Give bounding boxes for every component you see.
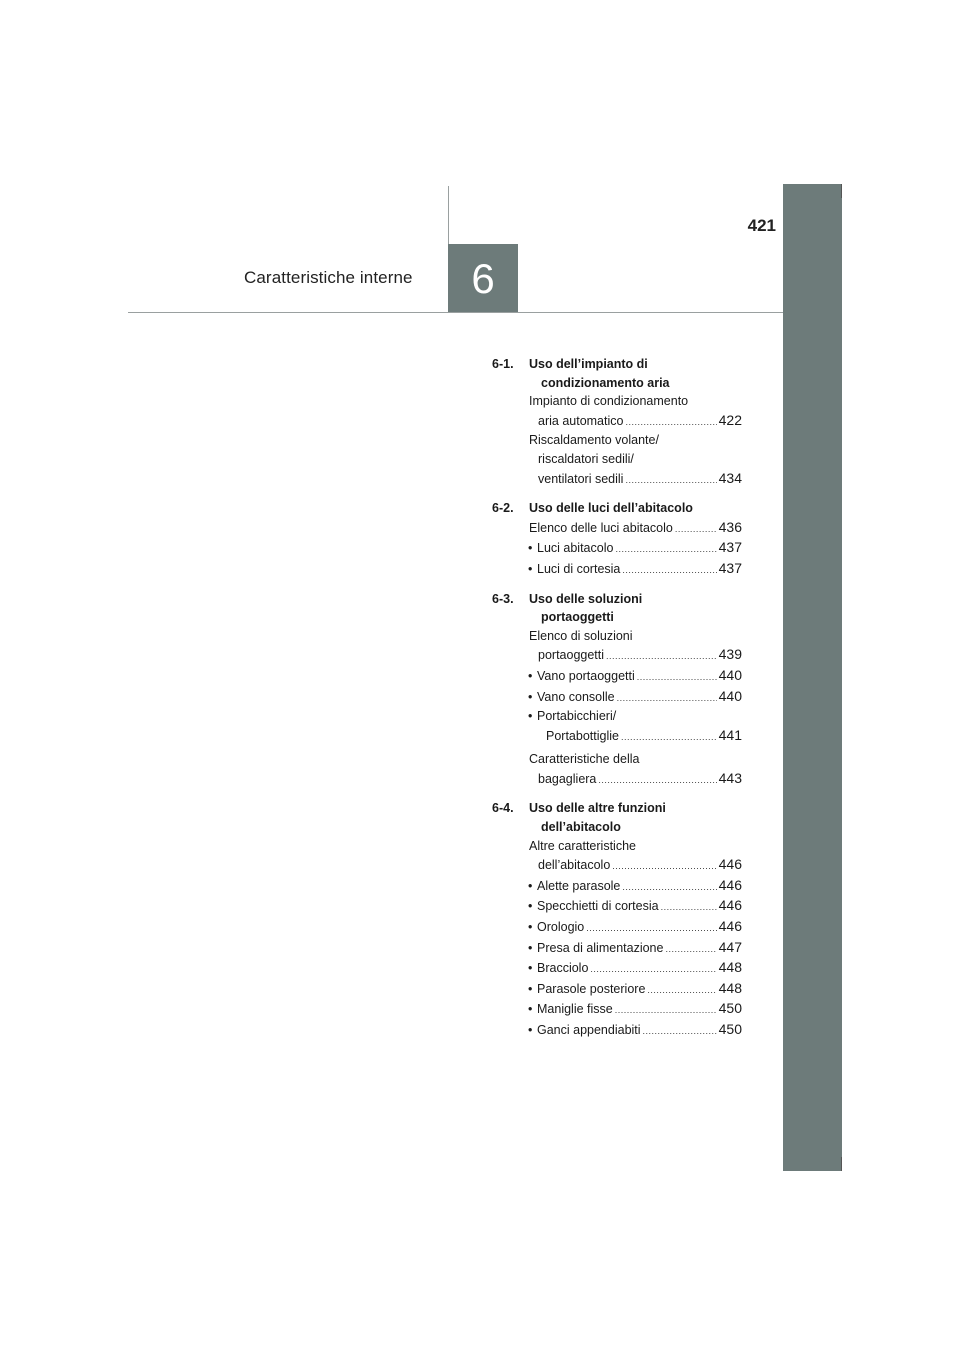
toc-entry[interactable]: Impianto di condizionamento aria automatico ..... 422 [492,392,742,431]
toc-sub-entry[interactable]: • Ganci appendiabiti ..... 450 [492,1020,742,1041]
page-ref: 440 [718,687,742,704]
page-ref: 446 [718,897,742,914]
page-ref: 450 [718,1000,742,1017]
toc-sub-entry[interactable]: • Specchietti di cortesia ..... 446 [492,896,742,917]
section-heading: Uso delle soluzioni portaoggetti [529,591,643,625]
section-number: 6-2. [492,501,514,516]
toc-sub-entry[interactable]: • Bracciolo ..... 448 [492,958,742,979]
toc-sub-entry[interactable]: • Luci abitacolo ..... 437 [492,538,742,559]
header-rule [128,312,783,313]
page-ref: 448 [718,979,742,996]
side-thumb-tab [783,184,842,1171]
page-ref: 448 [718,959,742,976]
page-ref: 436 [718,518,742,535]
toc-sub-entry[interactable]: • Orologio ..... 446 [492,917,742,938]
page-ref: 440 [718,666,742,683]
toc-sub-entry[interactable]: • Portabicchieri/ Portabottiglie ..... 441 [492,707,742,746]
section-title: Caratteristiche interne [244,268,413,287]
toc-sub-entry[interactable]: • Maniglie fisse ..... 450 [492,999,742,1020]
page-ref: 441 [718,726,742,743]
page-ref: 422 [718,411,742,428]
toc-entry[interactable]: Elenco di soluzioni portaoggetti ..... 439 [492,627,742,666]
page-ref: 450 [718,1021,742,1037]
page-ref: 437 [718,539,742,556]
toc-sub-entry[interactable]: • Alette parasole ..... 446 [492,876,742,897]
page-number: 421 [747,216,776,235]
toc-sub-entry[interactable]: • Luci di cortesia ..... 437 [492,559,742,580]
section-heading: Uso delle luci dell’abitacolo [529,501,693,516]
toc-sub-entry[interactable]: • Presa di alimentazione ..... 447 [492,938,742,959]
page-ref: 446 [718,876,742,893]
toc-sub-entry[interactable]: • Vano portaoggetti ..... 440 [492,666,742,687]
toc-section-6-4 [492,799,742,836]
section-number: 6-1. [492,357,514,371]
chapter-number-box [448,244,518,313]
page-ref: 446 [718,918,742,935]
toc-entry[interactable]: Riscaldamento volante/ riscaldatori sedili/ ventilatori sedili ..... 434 [492,431,742,489]
header-divider-vertical [448,186,449,244]
section-number: 6-4. [492,801,514,816]
toc-sub-entry[interactable]: • Vano consolle ..... 440 [492,687,742,708]
page-ref: 434 [718,469,742,486]
table-of-contents [492,355,742,1041]
page-ref: 443 [718,769,742,786]
crop-mark-top [841,184,842,198]
section-number: 6-3. [492,591,514,606]
toc-entry[interactable]: Altre caratteristiche dell’abitacolo ..... 446 [492,837,742,876]
toc-section-6-2 [492,499,742,518]
section-heading: Uso delle altre funzioni dell’abitacolo [529,801,666,835]
crop-mark-bottom [841,1157,842,1171]
toc-section-6-1 [492,355,742,392]
page-ref: 439 [718,646,742,663]
toc-sub-entry[interactable]: • Parasole posteriore ..... 448 [492,979,742,1000]
toc-entry[interactable]: Caratteristiche della bagagliera ..... 443 [492,750,742,789]
page-ref: 446 [718,856,742,873]
chapter-number: 6 [471,254,495,302]
toc-entry[interactable]: Elenco delle luci abitacolo ..... 436 [492,518,742,539]
toc-section-6-3 [492,590,742,627]
page-ref: 437 [718,559,742,576]
page-ref: 447 [718,938,742,955]
section-heading: Uso dell’impianto di condizionamento aria [529,357,670,390]
